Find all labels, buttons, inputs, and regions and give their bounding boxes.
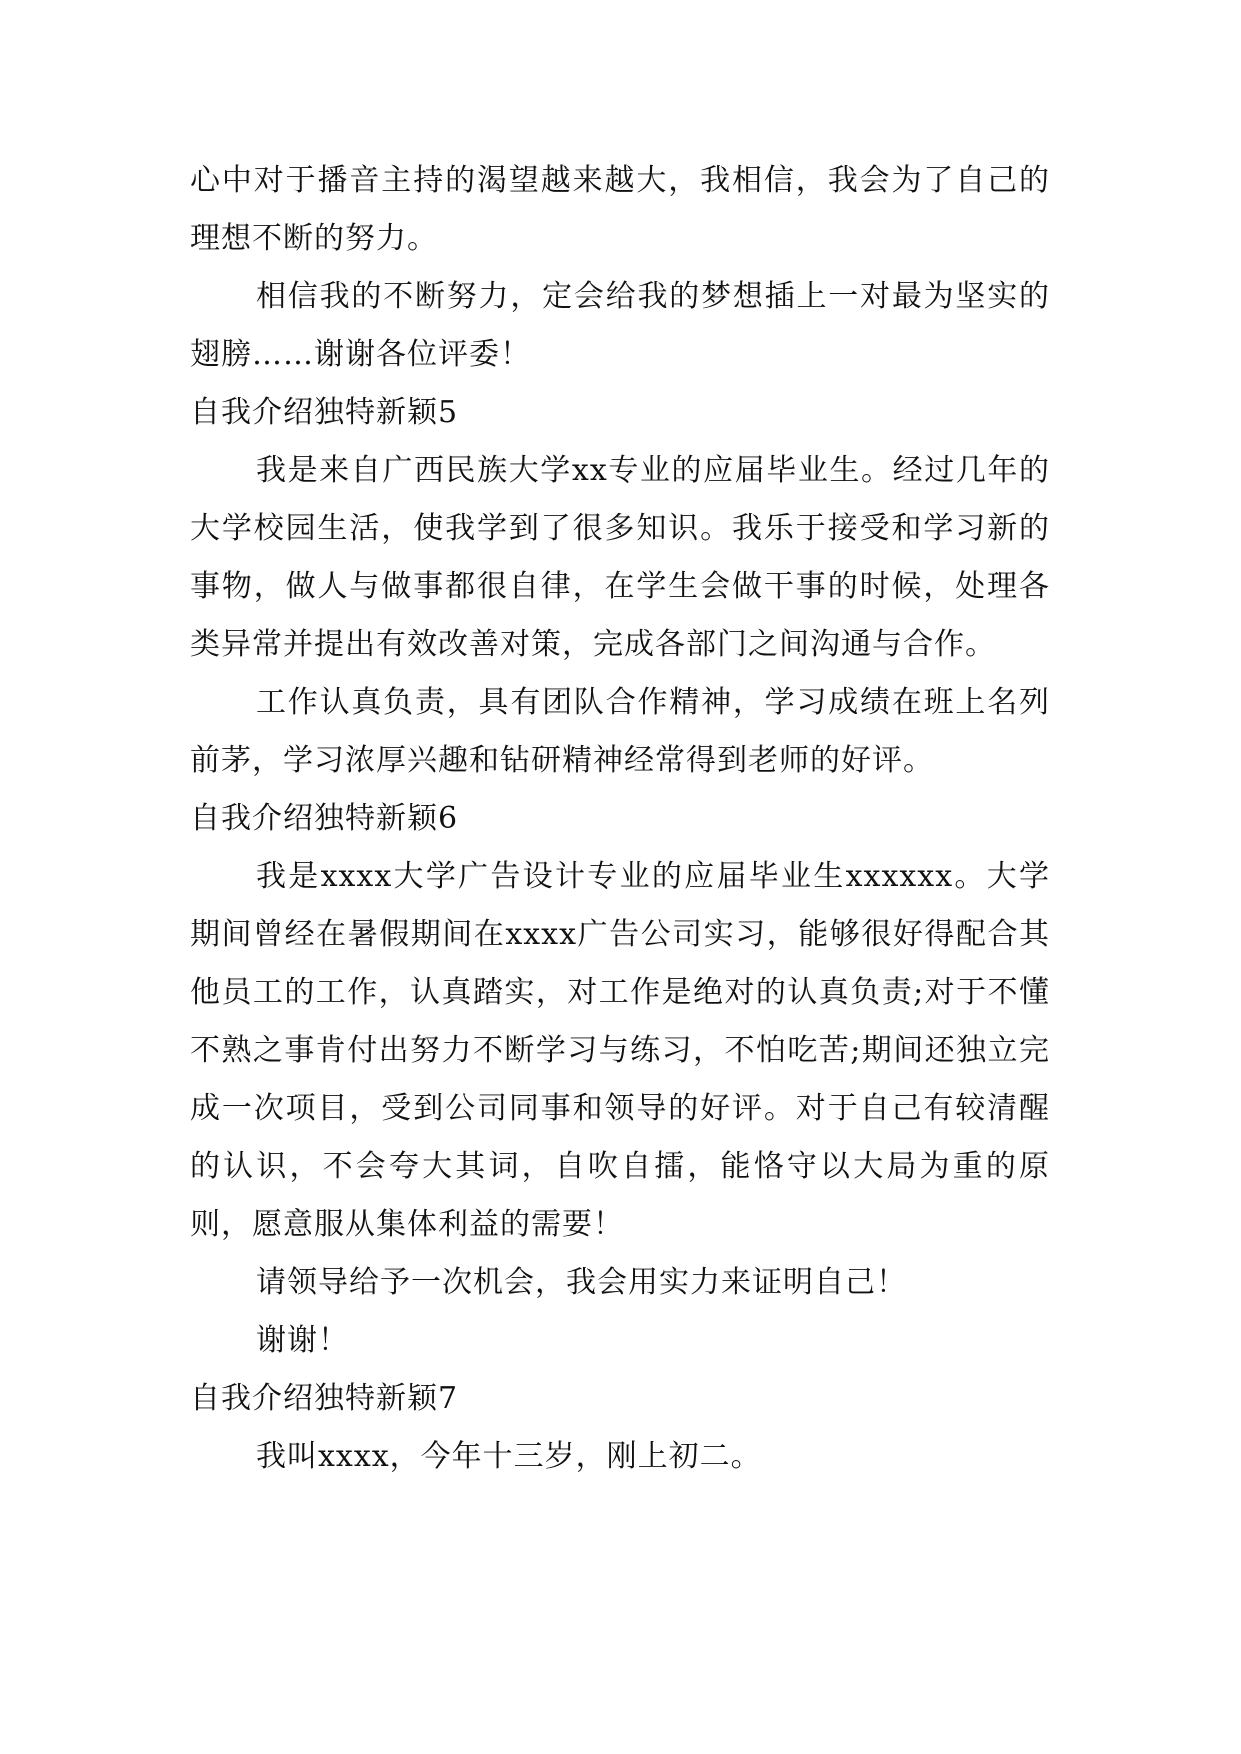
paragraph-5: 我是xxxx大学广告设计专业的应届毕业生xxxxxx。大学期间曾经在暑假期间在xxxx广告公司实习，能够很好得配合其他员工的工作，认真踏实，对工作是绝对的认真负责;对于不懂不熟之事肯付出努力不断学习与练习，不怕吃苦;期间还独立完成一次项目，受到公司同事和领导的好评。对于自己有较清醒的认识，不会夸大其词，自吹自擂，能恪守以大局为重的原则，愿意服从集体利益的需要！ bbox=[190, 859, 1050, 1242]
paragraph-3: 我是来自广西民族大学xx专业的应届毕业生。经过几年的大学校园生活，使我学到了很多知识。我乐于接受和学习新的事物，做人与做事都很自律，在学生会做干事的时候，处理各类异常并提出有效改善对策，完成各部门之间沟通与合作。 bbox=[190, 453, 1050, 662]
paragraph-6: 请领导给予一次机会，我会用实力来证明自己！ bbox=[256, 1265, 907, 1300]
paragraph-4: 工作认真负责，具有团队合作精神，学习成绩在班上名列前茅，学习浓厚兴趣和钻研精神经常得到老师的好评。 bbox=[190, 685, 1050, 778]
section-heading-5: 自我介绍独特新颖5 bbox=[190, 395, 459, 430]
section-heading-7: 自我介绍独特新颖7 bbox=[190, 1381, 459, 1416]
paragraph-8: 我叫xxxx，今年十三岁，刚上初二。 bbox=[256, 1439, 762, 1474]
paragraph-1: 心中对于播音主持的渴望越来越大，我相信，我会为了自己的理想不断的努力。 bbox=[190, 163, 1050, 256]
document-page bbox=[190, 152, 1050, 1486]
paragraph-7: 谢谢！ bbox=[256, 1323, 349, 1358]
paragraph-2: 相信我的不断努力，定会给我的梦想插上一对最为坚实的翅膀……谢谢各位评委！ bbox=[190, 279, 1050, 372]
section-heading-6: 自我介绍独特新颖6 bbox=[190, 801, 459, 836]
